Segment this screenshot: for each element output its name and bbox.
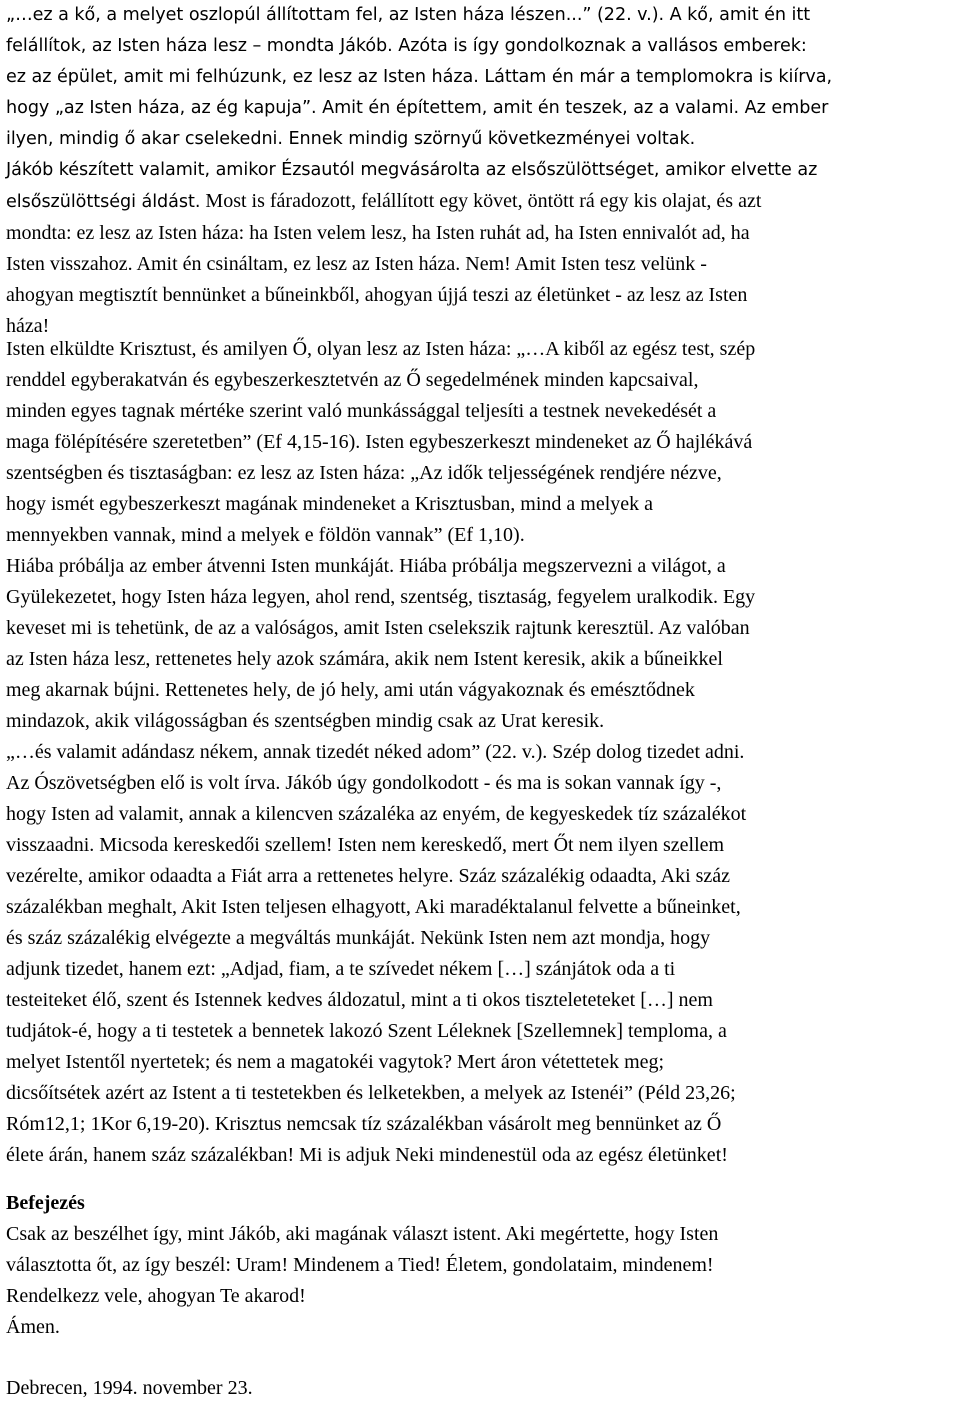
- text-line: melyet Istentől nyertetek; és nem a magatokéi vagytok? Mert áron vétettetek meg;: [6, 1051, 665, 1073]
- text-line: szentségben és tisztaságban: ez lesz az Isten háza: „Az idők teljességének rendjére nézve,: [6, 462, 722, 484]
- text-fragment-serif: Most is fáradozott, felállított egy követ, öntött rá egy kis olajat, és azt: [200, 190, 762, 212]
- text-line: testeiteket élő, szent és Istennek kedves áldozatul, mint a ti okos tiszteleteteket […] nem: [6, 989, 713, 1011]
- text-line: meg akarnak bújni. Rettenetes hely, de jó hely, ami után vágyakoznak és emésztődnek: [6, 679, 695, 701]
- text-line: százalékban meghalt, Akit Isten teljesen elhagyott, Aki maradéktalanul felvette a bűneinket,: [6, 896, 741, 918]
- text-line: Csak az beszélhet így, mint Jákób, aki magának választ istent. Aki megértette, hogy Isten: [6, 1223, 719, 1245]
- signature-block: [6, 1373, 253, 1404]
- text-line: felállítok, az Isten háza lesz – mondta Jákób. Azóta is így gondolkoznak a vallásos emberek:: [6, 36, 807, 56]
- text-line: élete árán, hanem száz százalékban! Mi is adjuk Neki mindenestül oda az egész életünket!: [6, 1144, 728, 1166]
- text-line: „…ez a kő, a melyet oszlopúl állítottam fel, az Isten háza lészen...” (22. v.). A kő, amit én itt: [6, 5, 811, 25]
- amen-line: Ámen.: [6, 1316, 60, 1338]
- text-line: Gyülekezetet, hogy Isten háza legyen, ahol rend, szentség, tisztaság, fegyelem uralkodik. Egy: [6, 586, 756, 608]
- text-line: mondta: ez lesz az Isten háza: ha Isten velem lesz, ha Isten ruhát ad, ha Isten ennivalót ad, ha: [6, 222, 750, 244]
- text-line: hogy Isten ad valamit, annak a kilencven százaléka az enyém, de kegyeskedek tíz százalékot: [6, 803, 747, 825]
- text-line: Hiába próbálja az ember átvenni Isten munkáját. Hiába próbálja megszervezni a világot, a: [6, 555, 726, 577]
- text-line: választotta őt, az így beszél: Uram! Mindenem a Tied! Életem, gondolataim, mindenem!: [6, 1254, 714, 1276]
- paragraph-jacob-stone: [6, 0, 832, 342]
- text-line: mindazok, akik világosságban és szentségben mindig csak az Urat keresik.: [6, 710, 605, 732]
- text-line: adjunk tizedet, hanem ezt: „Adjad, fiam, a te szívedet nékem […] szánjátok oda a ti: [6, 958, 676, 980]
- text-line: Az Ószövetségben elő is volt írva. Jákób úgy gondolkodott - és ma is sokan vannak így -,: [6, 772, 722, 794]
- text-line: az Isten háza lesz, rettenetes hely azok számára, akik nem Istent keresik, akik a bűneikkel: [6, 648, 723, 670]
- text-line: minden egyes tagnak mértéke szerint való munkássággal teljesíti a testnek nevekedését a: [6, 400, 717, 422]
- text-line: hogy ismét egybeszerkeszt magának mindeneket a Krisztusban, mind a melyek a: [6, 493, 654, 515]
- text-line: hogy „az Isten háza, az ég kapuja”. Amit én építettem, amit én teszek, az a valami. Az ember: [6, 98, 829, 118]
- text-fragment-sans: elsőszülöttségi áldást.: [6, 192, 201, 212]
- text-line: „…és valamit adándasz nékem, annak tizedét néked adom” (22. v.). Szép dolog tizedet adni.: [6, 741, 745, 763]
- place-date: Debrecen, 1994. november 23.: [6, 1377, 253, 1399]
- text-line: dicsőítsétek azért az Istent a ti testetekben és lelketekben, a melyek az Istenéi” (Péld 23,26;: [6, 1082, 736, 1104]
- text-line: vezérelte, amikor odaadta a Fiát arra a rettenetes helyre. Száz százalékig odaadta, Aki száz: [6, 865, 731, 887]
- text-line: maga fölépítésére szeretetben” (Ef 4,15-16). Isten egybeszerkeszt mindeneket az Ő hajlékává: [6, 431, 753, 453]
- closing-section: [6, 1188, 718, 1343]
- text-line: tudjátok-é, hogy a ti testetek a bennetek lakozó Szent Léleknek [Szellemnek] temploma, a: [6, 1020, 727, 1042]
- text-line: Rendelkezz vele, ahogyan Te akarod!: [6, 1285, 306, 1307]
- text-line: ez az épület, amit mi felhúzunk, ez lesz az Isten háza. Láttam én már a templomokra is kiírva,: [6, 67, 833, 87]
- text-line: ilyen, mindig ő akar cselekedni. Ennek mindig szörnyű következményei voltak.: [6, 129, 696, 149]
- text-line: háza!: [6, 315, 50, 337]
- text-line: Isten elküldte Krisztust, és amilyen Ő, olyan lesz az Isten háza: „…A kiből az egész test, szép: [6, 338, 756, 360]
- text-line: keveset mi is tehetünk, de az a valóságos, amit Isten cselekszik rajtunk keresztül. Az valóban: [6, 617, 750, 639]
- text-line: Isten visszahoz. Amit én csináltam, ez lesz az Isten háza. Nem! Amit Isten tesz velünk -: [6, 253, 707, 275]
- text-line: visszaadni. Micsoda kereskedői szellem! Isten nem kereskedő, mert Őt nem ilyen szellem: [6, 834, 725, 856]
- section-heading: Befejezés: [6, 1192, 85, 1214]
- text-line-mixed: [6, 186, 832, 218]
- text-line: renddel egyberakatván és egybeszerkesztetvén az Ő segedelmének minden kapcsaival,: [6, 369, 699, 391]
- text-line: és száz százalékig elvégezte a megváltás munkáját. Nekünk Isten nem azt mondja, hogy: [6, 927, 711, 949]
- paragraph-house-of-god: [6, 334, 755, 1171]
- text-line: ahogyan megtisztít bennünket a bűneinkből, ahogyan újjá teszi az életünket - az lesz az Isten: [6, 284, 748, 306]
- text-line: Jákób készített valamit, amikor Ézsautól megvásárolta az elsőszülöttséget, amikor elvette az: [6, 160, 818, 180]
- text-line: Róm12,1; 1Kor 6,19-20). Krisztus nemcsak tíz százalékban vásárolt meg bennünket az Ő: [6, 1113, 722, 1135]
- text-line: mennyekben vannak, mind a melyek e földön vannak” (Ef 1,10).: [6, 524, 525, 546]
